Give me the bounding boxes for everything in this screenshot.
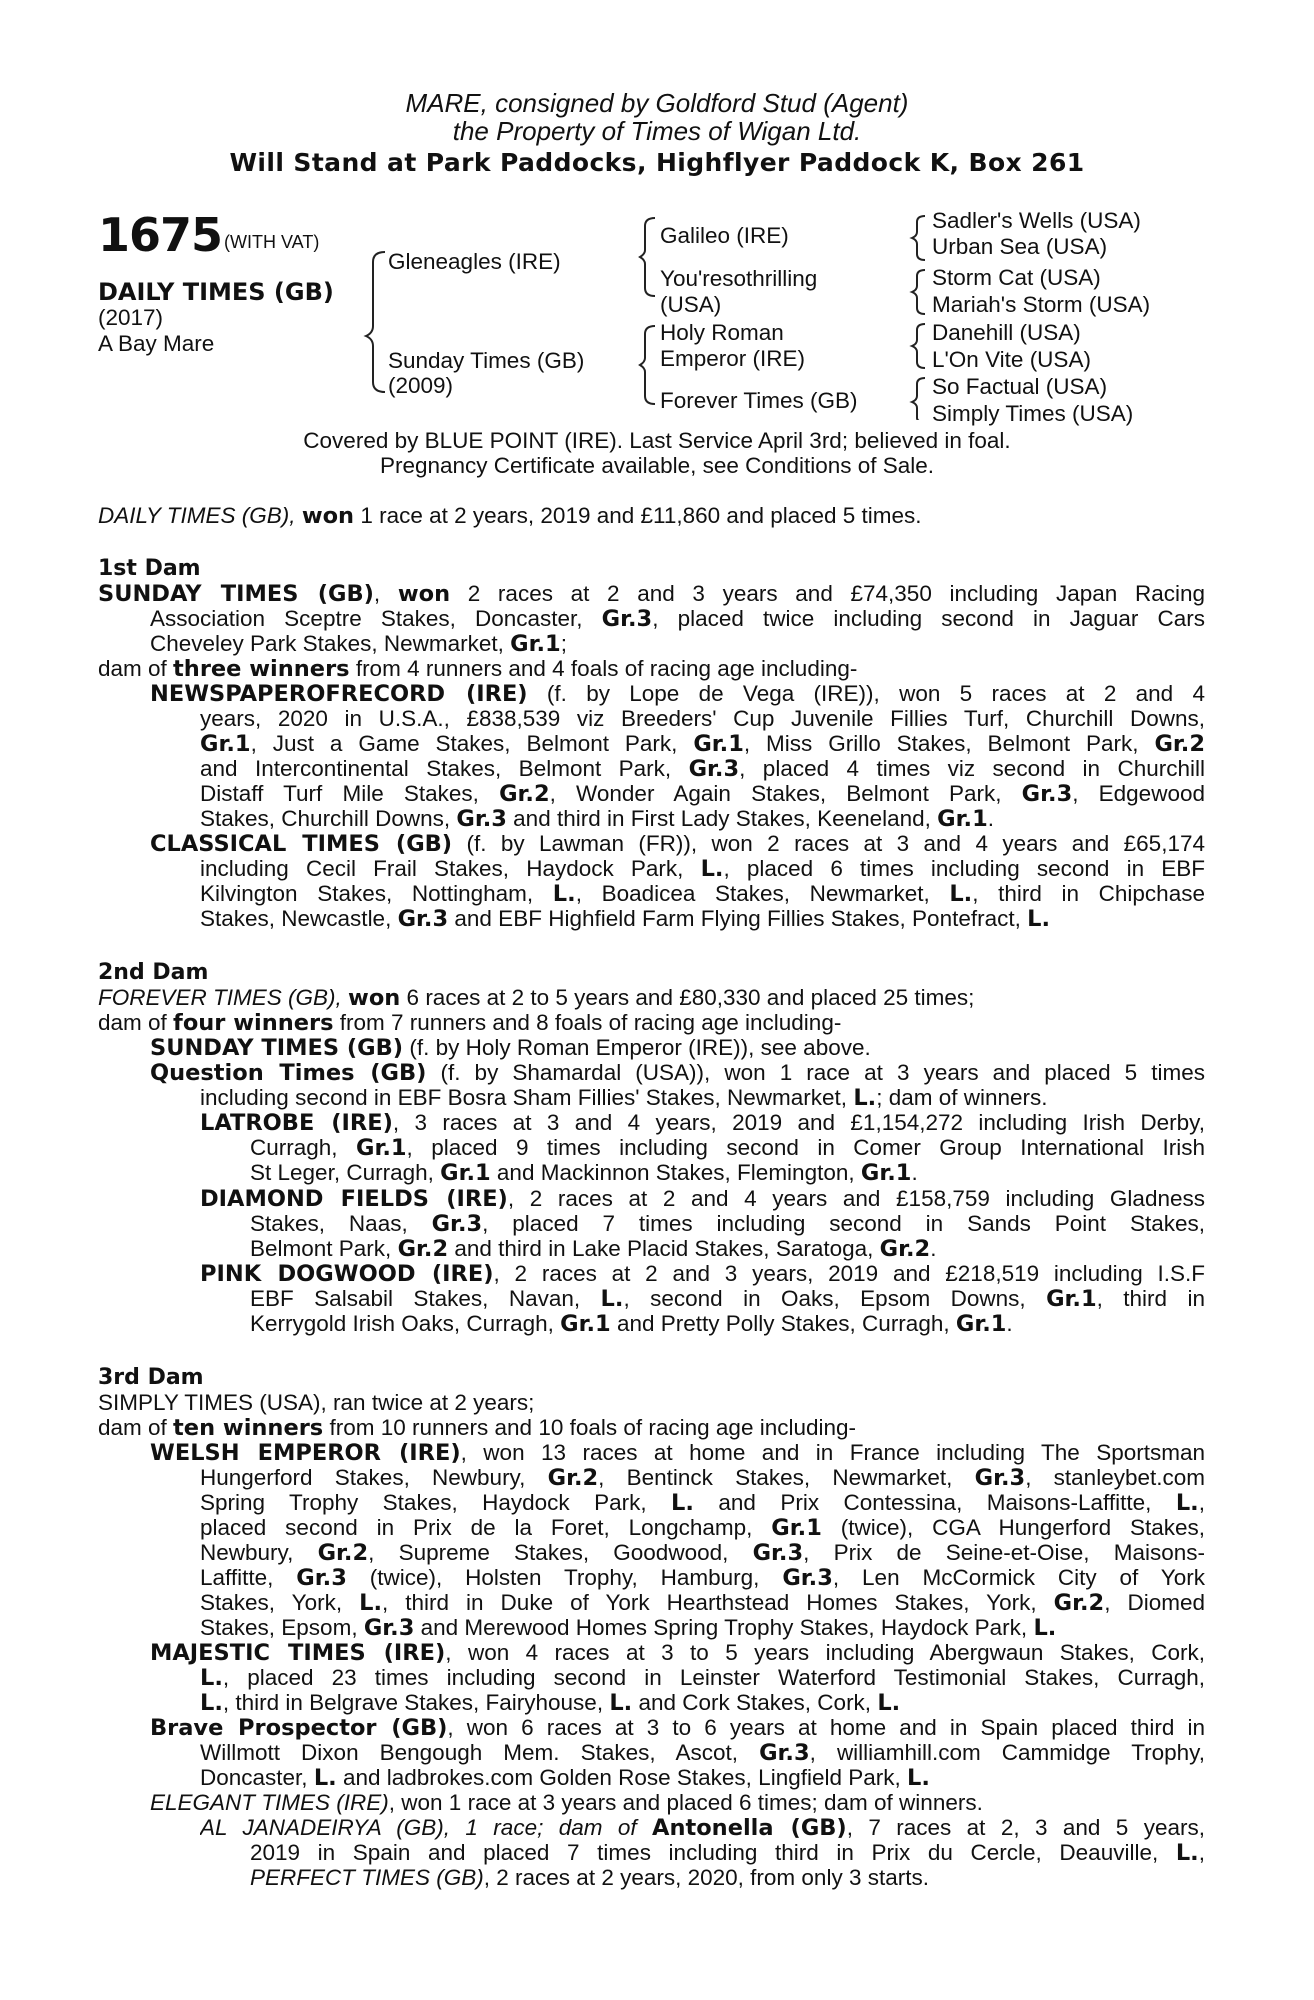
dam1-l9-seg: Gr.3 (1021, 781, 1073, 806)
dam1-l10-seg: . (987, 806, 994, 831)
dam1-line-l2 (150, 606, 1205, 631)
pregnancy-line: Pregnancy Certificate available, see Conditions of Sale. (379, 453, 935, 478)
dam3-l17-seg: ELEGANT TIMES (IRE) (150, 1790, 389, 1815)
dam1-l14-seg: L. (1027, 906, 1050, 932)
dam3-l20-seg: PERFECT TIMES (GB) (250, 1865, 484, 1890)
sds: Storm Cat (USA) (932, 265, 1101, 290)
dsd: L'On Vite (USA) (932, 347, 1091, 372)
dam1-l11-seg: (f. by Lawman (FR)), won 2 races at 3 and 4 years and £65,174 (452, 831, 1205, 856)
dam1-l9-seg: , Wonder Again Stakes, Belmont Park, (549, 781, 1022, 806)
dam3-l5-seg: L. (671, 1490, 694, 1515)
sdd: Mariah's Storm (USA) (932, 292, 1151, 317)
dam1-l5-seg: (f. by Lope de Vega (IRE)), won 5 races at 2 and 4 (527, 681, 1205, 706)
sire-sire: Galileo (IRE) (660, 223, 789, 248)
sire-dam-line2: (USA) (660, 292, 722, 317)
dam3-l18-seg: Antonella (GB) (652, 1815, 847, 1840)
dam3-l9-seg: Gr.2 (1053, 1590, 1105, 1615)
dam2-l11-seg: . (930, 1236, 937, 1261)
sire: Gleneagles (IRE) (388, 249, 561, 274)
dam2-line-l13 (250, 1286, 1205, 1311)
dam1-l14-seg: and EBF Highfield Farm Flying Fillies Stakes, Pontefract, (448, 906, 1028, 931)
dam3-l16-seg: L. (313, 1765, 337, 1791)
dam3-l19-seg: 2019 in Spain and placed 7 times including third in Prix du Cercle, Deauville, (250, 1840, 1176, 1865)
dam1-l13-seg: , third in Chipchase (972, 881, 1205, 906)
dam3-l4-seg: Gr.2 (547, 1465, 599, 1490)
dam2-l14-seg: . (1006, 1311, 1013, 1336)
dam3-l9-seg: , Diomed (1104, 1590, 1205, 1615)
dam2-l13-seg: L. (600, 1286, 624, 1311)
consignor-line: MARE, consigned by Goldford Stud (Agent) (405, 88, 909, 118)
dam3-l4-seg: , Bentinck Stakes, Newmarket, (598, 1465, 975, 1490)
dam1-l12-seg: L. (700, 856, 724, 881)
dam2-l13-seg: EBF Salsabil Stakes, Navan, (250, 1286, 601, 1311)
dam2-heading: 2nd Dam (98, 960, 209, 985)
dam3-l8-seg: Gr.3 (296, 1565, 347, 1590)
dam2-line-l11 (250, 1236, 936, 1262)
dam3-l18-seg: AL JANADEIRYA (GB) (200, 1815, 444, 1840)
dam1-line-l7 (200, 731, 1205, 756)
dam1-l10-seg: Stakes, Churchill Downs, (200, 806, 457, 831)
dam2-l2-seg: four winners (173, 1010, 334, 1036)
dam2-l5-seg: L. (853, 1085, 877, 1111)
dam1-line-l6 (200, 706, 1205, 731)
dam1-l7-seg: Gr.2 (1154, 731, 1205, 756)
dam2-l1-seg: FOREVER TIMES (GB) (98, 985, 336, 1010)
dam1-l1-seg: SUNDAY TIMES (GB) (98, 581, 374, 606)
dam3-line-l12 (200, 1665, 1205, 1690)
dam3-line-l17 (150, 1790, 983, 1815)
dam1-l4-seg: dam of (98, 656, 174, 681)
dam2-l2-seg: dam of (98, 1010, 174, 1035)
dam3-l7-seg: Gr.3 (752, 1540, 804, 1565)
dam2-l13-seg: Gr.1 (1046, 1286, 1097, 1311)
dam3-line-l19 (250, 1840, 1205, 1865)
dam3-l20-seg: , 2 races at 2 years, 2020, from only 3 starts. (483, 1865, 929, 1890)
dam3-l12-seg: L. (200, 1665, 223, 1690)
dam3-line-l4 (200, 1465, 1205, 1490)
dam1-l9-seg: Distaff Turf Mile Stakes, (200, 781, 500, 806)
dam1-l13-seg: L. (552, 881, 576, 906)
dam3-heading: 3rd Dam (98, 1365, 204, 1390)
dam2-line-l1 (98, 985, 974, 1011)
dam3-l3-seg: , won 13 races at home and in France including The Sportsman (460, 1440, 1205, 1465)
dam1-line-l12 (200, 856, 1205, 881)
dam2-l6-seg: , 3 races at 3 and 4 years, 2019 and £1,154,272 including Irish Derby, (392, 1110, 1205, 1135)
dam3-l18-seg: , 1 race; dam of (443, 1815, 653, 1840)
dam2-l7-seg: Curragh, (250, 1135, 356, 1160)
dam2-line-l10 (250, 1211, 1205, 1236)
dam2-l10-seg: Stakes, Naas, (250, 1211, 432, 1236)
dam3-l4-seg: Hungerford Stakes, Newbury, (200, 1465, 548, 1490)
dam2-l7-seg: Gr.1 (355, 1135, 407, 1160)
dam1-l8-seg: Gr.3 (688, 756, 740, 781)
dam3-l13-seg: L. (877, 1690, 901, 1716)
dam1-l3-seg: Gr.1 (510, 631, 561, 657)
dam3-l13-seg: , third in Belgrave Stakes, Fairyhouse, (222, 1690, 610, 1715)
dam2-line-l5 (200, 1085, 1048, 1111)
race-record (98, 503, 922, 529)
dam3-l17-seg: , won 1 race at 3 years and placed 6 times; dam of winners. (388, 1790, 983, 1815)
dam2-l14-seg: Gr.1 (955, 1311, 1007, 1337)
record-rest: 1 race at 2 years, 2019 and £11,860 and placed 5 times. (354, 503, 922, 528)
dam1-l12-seg: including Cecil Frail Stakes, Haydock Park, (200, 856, 701, 881)
dam3-line-l3 (150, 1440, 1205, 1465)
dam2-line-l4 (150, 1060, 1205, 1085)
dam1-l3-seg: Cheveley Park Stakes, Newmarket, (150, 631, 511, 656)
dam3-l15-seg: Willmott Dixon Bengough Mem. Stakes, Ascot, (200, 1740, 760, 1765)
dam2-l14-seg: and Pretty Polly Stakes, Curragh, (610, 1311, 956, 1336)
dam3-l9-seg: L. (359, 1590, 382, 1615)
dam1-l10-seg: Gr.1 (937, 806, 988, 832)
dam3-line-l6 (200, 1515, 1205, 1540)
dam2-l10-seg: , placed 7 times including second in Sands Point Stakes, (482, 1211, 1205, 1236)
dam2-l11-seg: Belmont Park, (250, 1236, 398, 1261)
dam2-line-l14 (250, 1311, 1013, 1337)
dam-sire-line1: Holy Roman (660, 320, 784, 345)
dam2-l5-seg: ; dam of winners. (876, 1085, 1048, 1110)
dam3-l2-seg: ten winners (173, 1415, 324, 1441)
dam1-line-l10 (200, 806, 994, 832)
dam2-line-l8 (250, 1160, 918, 1186)
dam2-l9-seg: DIAMOND FIELDS (IRE) (200, 1186, 508, 1211)
dam3-line-l5 (200, 1490, 1205, 1515)
dam3-line-l10 (200, 1615, 1056, 1641)
dam1-heading: 1st Dam (98, 556, 201, 581)
dam2-l1-seg: 6 races at 2 to 5 years and £80,330 and placed 25 times; (400, 985, 975, 1010)
dam3-l9-seg: , third in Duke of York Hearthstead Homes Stakes, York, (382, 1590, 1054, 1615)
dam1-l2-seg: Association Sceptre Stakes, Doncaster, (150, 606, 602, 631)
dam1-l9-seg: Gr.2 (499, 781, 550, 806)
dam1-line-l1 (98, 581, 1205, 606)
dam3-l6-seg: Gr.1 (771, 1515, 822, 1540)
dam3-l14-seg: , won 6 races at 3 to 6 years at home and in Spain placed third in (447, 1715, 1205, 1740)
dam3-l16-seg: Doncaster, (200, 1765, 314, 1790)
dam1-l7-seg: Gr.1 (693, 731, 744, 756)
dam1-l10-seg: Gr.3 (456, 806, 507, 832)
dam1-l1-seg: , (373, 581, 398, 606)
dam3-l2-seg: from 10 runners and 10 foals of racing age including- (323, 1415, 857, 1440)
dam3-l3-seg: WELSH EMPEROR (IRE) (150, 1440, 461, 1465)
dam2-l14-seg: Kerrygold Irish Oaks, Curragh, (250, 1311, 561, 1336)
dam3-line-l7 (200, 1540, 1205, 1565)
dam3-l4-seg: , stanleybet.com (1025, 1465, 1205, 1490)
stand-location: Will Stand at Park Paddocks, Highflyer Paddock K, Box 261 (229, 148, 1085, 177)
ddd: Simply Times (USA) (932, 401, 1134, 426)
dam2-l10-seg: Gr.3 (431, 1211, 483, 1236)
covered-line: Covered by BLUE POINT (IRE). Last Service April 3rd; believed in foal. (303, 428, 1011, 453)
dam1-line-l11 (150, 831, 1205, 856)
dam2-l14-seg: Gr.1 (560, 1311, 611, 1337)
dam3-l16-seg: L. (907, 1765, 930, 1791)
lot-description: A Bay Mare (98, 331, 215, 356)
dam3-line-l16 (200, 1765, 930, 1791)
dam3-l2-seg: dam of (98, 1415, 174, 1440)
dam3-l15-seg: , williamhill.com Cammidge Trophy, (809, 1740, 1205, 1765)
dam1-l2-seg: Gr.3 (601, 606, 653, 631)
dam3-line-l14 (150, 1715, 1205, 1740)
dam1-l4-seg: three winners (173, 656, 350, 682)
dam2-l13-seg: , third in (1096, 1286, 1205, 1311)
dam1-l1-seg: 2 races at 2 and 3 years and £74,350 including Japan Racing (450, 581, 1205, 606)
dam1-line-l4 (98, 656, 857, 682)
dam1-l13-seg: , Boadicea Stakes, Newmarket, (575, 881, 950, 906)
dam2-l7-seg: , placed 9 times including second in Comer Group International Irish (406, 1135, 1205, 1160)
dam3-l10-seg: Stakes, Epsom, (200, 1615, 364, 1640)
dam2-line-l9 (200, 1186, 1205, 1211)
dam3-line-l18 (200, 1815, 1205, 1840)
dam3-l19-seg: L. (1175, 1840, 1199, 1865)
dam1-l11-seg: CLASSICAL TIMES (GB) (150, 831, 453, 856)
dam1-l5-seg: NEWSPAPEROFRECORD (IRE) (150, 681, 528, 706)
dam3-l18-seg: , 7 races at 2, 3 and 5 years, (846, 1815, 1205, 1840)
dam1-l8-seg: , placed 4 times viz second in Churchill (739, 756, 1205, 781)
dam3-l8-seg: Laffitte, (200, 1565, 297, 1590)
dam1-l14-seg: Stakes, Newcastle, (200, 906, 398, 931)
dam2-l11-seg: Gr.2 (879, 1236, 931, 1262)
dam3-l13-seg: L. (609, 1690, 633, 1716)
dam3-l7-seg: Gr.2 (317, 1540, 369, 1565)
vat-note: (WITH VAT) (224, 232, 320, 252)
dam3-l7-seg: , Supreme Stakes, Goodwood, (368, 1540, 753, 1565)
dam1-line-l3 (150, 631, 567, 657)
dam2-l12-seg: PINK DOGWOOD (IRE) (200, 1261, 494, 1286)
dam3-line-l8 (200, 1565, 1205, 1590)
dam3-l7-seg: , Prix de Seine-et-Oise, Maisons- (803, 1540, 1205, 1565)
dam3-l12-seg: , placed 23 times including second in Leinster Waterford Testimonial Stakes, Curragh, (222, 1665, 1205, 1690)
dam1-l7-seg: , Miss Grillo Stakes, Belmont Park, (743, 731, 1155, 756)
dds: So Factual (USA) (932, 374, 1108, 399)
sss: Sadler's Wells (USA) (932, 208, 1141, 233)
dam3-l5-seg: Spring Trophy Stakes, Haydock Park, (200, 1490, 672, 1515)
lot-number: 1675 (98, 208, 223, 262)
dam1-line-l14 (200, 906, 1050, 932)
dam3-line-l15 (200, 1740, 1205, 1765)
dam2-line-l7 (250, 1135, 1205, 1160)
dam-dam: Forever Times (GB) (660, 388, 858, 413)
dam1-line-l5 (150, 681, 1205, 706)
dam3-l16-seg: and ladbrokes.com Golden Rose Stakes, Lingfield Park, (336, 1765, 908, 1790)
dam3-l13-seg: L. (200, 1690, 223, 1716)
dam2-line-l2 (98, 1010, 841, 1036)
dam2-l6-seg: LATROBE (IRE) (200, 1110, 393, 1135)
dam3-l10-seg: and Merewood Homes Spring Trophy Stakes, Haydock Park, (414, 1615, 1034, 1640)
dam2-l2-seg: from 7 runners and 8 foals of racing age including- (333, 1010, 842, 1035)
dam1-l8-seg: and Intercontinental Stakes, Belmont Park, (200, 756, 689, 781)
dam1-l4-seg: from 4 runners and 4 foals of racing age including- (349, 656, 858, 681)
dam2-line-l6 (200, 1110, 1205, 1135)
dam1-l7-seg: Gr.1 (200, 731, 251, 756)
dam2-l13-seg: , second in Oaks, Epsom Downs, (623, 1286, 1047, 1311)
dam-year: (2009) (388, 373, 454, 398)
dam1-l7-seg: , Just a Game Stakes, Belmont Park, (250, 731, 694, 756)
dam2-l12-seg: , 2 races at 2 and 3 years, 2019 and £218,519 including I.S.F (493, 1261, 1205, 1286)
dam1-line-l13 (200, 881, 1205, 906)
dam3-l7-seg: Newbury, (200, 1540, 318, 1565)
dam3-line-l2 (98, 1415, 856, 1441)
dam1-l6-seg: years, 2020 in U.S.A., £838,539 viz Breeders' Cup Juvenile Fillies Turf, Churchill Downs, (200, 706, 1205, 731)
dam3-l15-seg: Gr.3 (759, 1740, 810, 1765)
dam3-l8-seg: , Len McCormick City of York (832, 1565, 1205, 1590)
lot-year: (2017) (98, 305, 164, 330)
dam3-l6-seg: placed second in Prix de la Foret, Longchamp, (200, 1515, 772, 1540)
dam: Sunday Times (GB) (388, 348, 585, 373)
dam3-l5-seg: L. (1175, 1490, 1199, 1515)
dam2-l9-seg: , 2 races at 2 and 4 years and £158,759 including Gladness (507, 1186, 1205, 1211)
dam3-line-l13 (200, 1690, 900, 1716)
dam3-l8-seg: (twice), Holsten Trophy, Hamburg, (346, 1565, 783, 1590)
dam2-l1-seg: won (348, 985, 401, 1011)
dam1-l13-seg: L. (949, 881, 973, 906)
ssd: Urban Sea (USA) (932, 234, 1108, 259)
property-line: the Property of Times of Wigan Ltd. (452, 116, 862, 146)
dam2-l4-seg: Question Times (GB) (150, 1060, 427, 1085)
record-won: won (301, 503, 355, 529)
dam1-l14-seg: Gr.3 (397, 906, 449, 932)
dam2-l8-seg: . (911, 1160, 918, 1185)
dam2-l8-seg: Gr.1 (440, 1160, 491, 1186)
dam2-l8-seg: Gr.1 (860, 1160, 912, 1186)
dam1-l10-seg: and third in First Lady Stakes, Keeneland, (506, 806, 938, 831)
lot-name: DAILY TIMES (GB) (98, 278, 334, 306)
dam3-l4-seg: Gr.3 (974, 1465, 1026, 1490)
dam2-l3-seg: SUNDAY TIMES (GB) (150, 1035, 404, 1061)
dam2-l3-seg: (f. by Holy Roman Emperor (IRE)), see above. (403, 1035, 871, 1060)
dss: Danehill (USA) (932, 320, 1081, 345)
dam1-l13-seg: Kilvington Stakes, Nottingham, (200, 881, 553, 906)
dam1-l2-seg: , placed twice including second in Jaguar Cars (652, 606, 1205, 631)
dam2-l8-seg: and Mackinnon Stakes, Flemington, (490, 1160, 861, 1185)
dam1-l12-seg: , placed 6 times including second in EBF (723, 856, 1205, 881)
dam3-l1-seg: SIMPLY TIMES (USA), ran twice at 2 years; (98, 1390, 535, 1415)
dam3-l11-seg: , won 4 races at 3 to 5 years including Abergwaun Stakes, Cork, (445, 1640, 1205, 1665)
dam1-l9-seg: , Edgewood (1072, 781, 1205, 806)
dam3-l11-seg: MAJESTIC TIMES (IRE) (150, 1640, 446, 1665)
sire-dam-line1: You'resothrilling (660, 266, 818, 291)
dam1-l3-seg: ; (560, 631, 567, 656)
dam3-l10-seg: L. (1033, 1615, 1057, 1641)
dam3-l5-seg: , (1198, 1490, 1205, 1515)
dam3-l19-seg: , (1198, 1840, 1205, 1865)
dam2-l5-seg: including second in EBF Bosra Sham Fillies' Stakes, Newmarket, (200, 1085, 854, 1110)
dam3-l9-seg: Stakes, York, (200, 1590, 360, 1615)
dam3-l13-seg: and Cork Stakes, Cork, (632, 1690, 878, 1715)
dam2-line-l3 (150, 1035, 871, 1061)
dam3-l6-seg: (twice), CGA Hungerford Stakes, (821, 1515, 1205, 1540)
dam3-l8-seg: Gr.3 (782, 1565, 833, 1590)
dam3-line-l1 (98, 1390, 534, 1415)
dam1-line-l8 (200, 756, 1205, 781)
dam1-l1-seg: won (397, 581, 451, 606)
dam2-l1-seg: , (335, 985, 349, 1010)
dam2-l11-seg: and third in Lake Placid Stakes, Saratoga, (448, 1236, 880, 1261)
record-name: DAILY TIMES (GB), (98, 503, 302, 528)
dam2-line-l12 (200, 1261, 1205, 1286)
dam2-l4-seg: (f. by Shamardal (USA)), won 1 race at 3 years and placed 5 times (426, 1060, 1205, 1085)
dam3-line-l11 (150, 1640, 1205, 1665)
dam1-line-l9 (200, 781, 1205, 806)
dam-sire-line2: Emperor (IRE) (660, 346, 806, 371)
dam3-l5-seg: and Prix Contessina, Maisons-Laffitte, (693, 1490, 1176, 1515)
dam3-l14-seg: Brave Prospector (GB) (150, 1715, 448, 1740)
dam2-l8-seg: St Leger, Curragh, (250, 1160, 441, 1185)
dam2-l11-seg: Gr.2 (397, 1236, 449, 1262)
dam3-line-l9 (200, 1590, 1205, 1615)
dam3-line-l20 (250, 1865, 929, 1890)
dam3-l10-seg: Gr.3 (363, 1615, 415, 1641)
